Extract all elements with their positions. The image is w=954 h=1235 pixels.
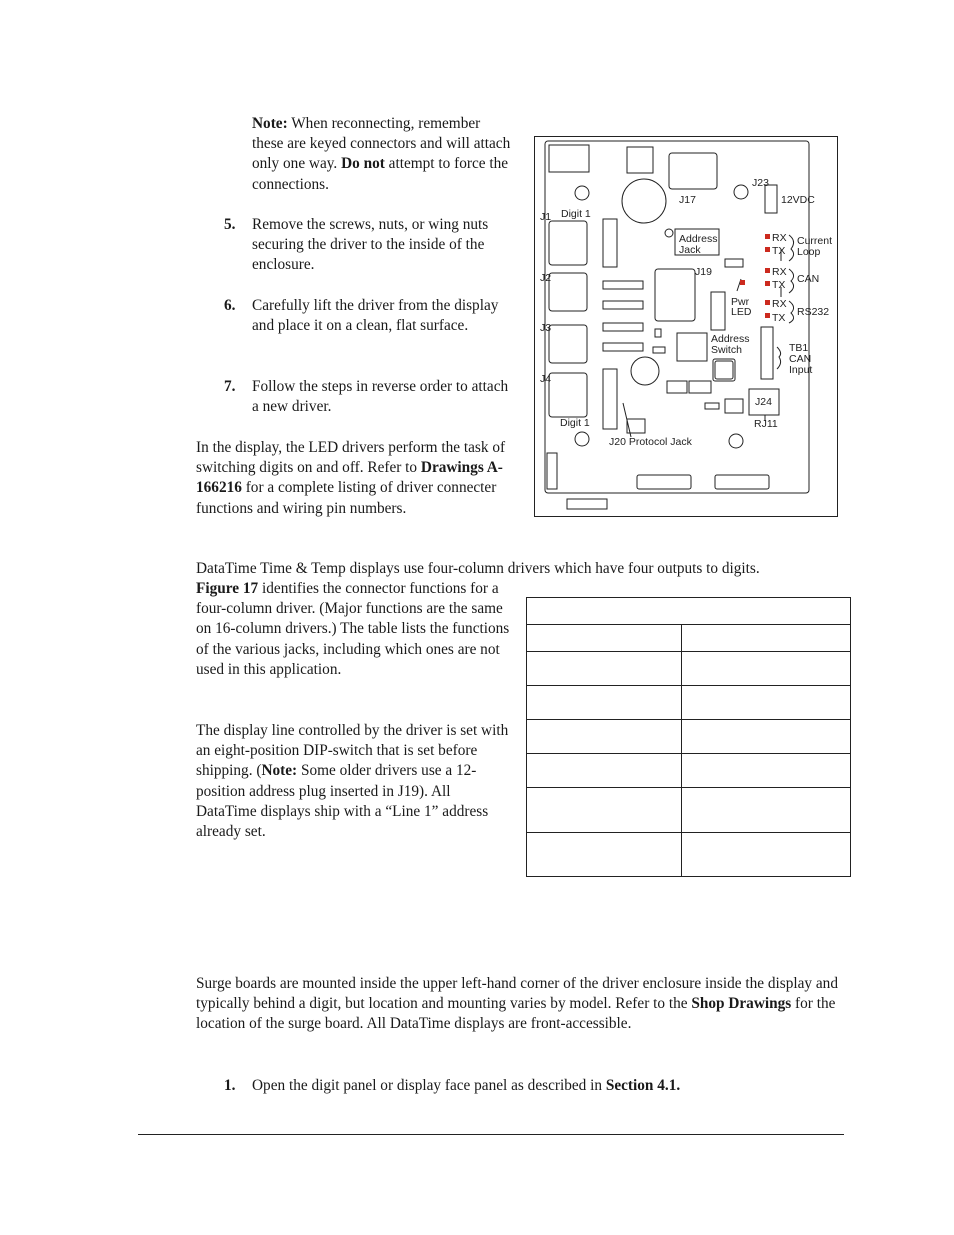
section-reference: Section 4.1. xyxy=(605,1077,681,1094)
drawings-reference: Drawings A-166216 xyxy=(196,459,503,497)
table-cell xyxy=(527,833,682,877)
table-cell xyxy=(682,720,851,754)
drivers-text-1: In the display, the LED drivers perform the task of switching digits on and off. Refer to xyxy=(196,439,506,477)
jack-functions-table xyxy=(526,597,851,877)
surge-text-1: Surge boards are mounted inside the upper left-hand corner of the driver enclosure inside the display and typically behind a digit, but location and mounting varies by model. Refer to the xyxy=(196,975,838,1013)
label-j23: J23 xyxy=(752,177,769,189)
table-cell xyxy=(682,833,851,877)
label-j3: J3 xyxy=(540,322,552,334)
table-row xyxy=(527,686,851,720)
driver-board-diagram xyxy=(535,137,839,518)
table-cell xyxy=(527,754,682,788)
step-1-text xyxy=(252,1076,812,1096)
table-row xyxy=(527,652,851,686)
surge-text-2: for the location of the surge board. All DataTime displays are front-accessible. xyxy=(196,995,836,1033)
dip-note-lead: Note: xyxy=(261,762,298,780)
label-j1: J1 xyxy=(540,211,552,223)
table-row xyxy=(527,788,851,833)
step-1-body: Open the digit panel or display face panel as described in xyxy=(252,1077,606,1094)
table-cell xyxy=(682,788,851,833)
table-row xyxy=(527,720,851,754)
table-row xyxy=(527,754,851,788)
label-j19: J19 xyxy=(695,266,712,278)
table-cell xyxy=(682,754,851,788)
note-emphasis: Do not xyxy=(341,155,385,173)
columns-line-1: DataTime Time & Temp displays use four-column drivers which have four outputs to digits. xyxy=(196,560,760,577)
label-j17: J17 xyxy=(679,194,696,206)
table-cell xyxy=(527,625,682,652)
label-current-loop-2: Loop xyxy=(797,246,821,258)
label-j2: J2 xyxy=(540,272,552,284)
dip-text-1: The display line controlled by the driver is set with an eight-position DIP-switch that is set before shipping. ( xyxy=(196,722,509,780)
footer-rule xyxy=(138,1134,844,1135)
label-current-loop-1: Current xyxy=(797,235,833,247)
label-digit1-bottom: Digit 1 xyxy=(560,417,590,429)
label-tx-rs232: TX xyxy=(772,312,786,324)
table-row xyxy=(527,833,851,877)
label-j24: J24 xyxy=(755,396,772,408)
table-header-row xyxy=(527,598,851,625)
note-lead: Note: xyxy=(252,115,288,132)
label-rs232: RS232 xyxy=(797,306,830,318)
table-cell xyxy=(527,652,682,686)
table-header-cell xyxy=(527,598,851,625)
table-cell xyxy=(527,686,682,720)
label-j20: J20 Protocol Jack xyxy=(609,436,692,448)
label-tb1-2: CAN xyxy=(789,353,812,365)
step-6-text: Carefully lift the driver from the display and place it on a clean, flat surface. xyxy=(252,297,499,335)
drivers-paragraph xyxy=(196,438,514,519)
label-rj11: RJ11 xyxy=(754,418,778,430)
label-can: CAN xyxy=(797,273,820,285)
label-tx-current: TX xyxy=(772,245,786,257)
surge-paragraph xyxy=(196,974,844,1035)
label-rx-rs232: RX xyxy=(772,298,787,310)
label-pwr-2: LED xyxy=(731,306,752,318)
step-5-text: Remove the screws, nuts, or wing nuts securing the driver to the inside of the enclosure. xyxy=(252,216,489,274)
label-rx-current: RX xyxy=(772,232,787,244)
dip-text-2: Some older drivers use a 12-position address plug inserted in J19). All DataTime displays ship with a “Line 1” address already set. xyxy=(196,762,489,841)
label-digit1-top: Digit 1 xyxy=(561,208,591,220)
label-j4: J4 xyxy=(540,373,552,385)
label-tb1-1: TB1 xyxy=(789,342,809,354)
dip-paragraph xyxy=(196,721,514,842)
note-text-1: When reconnecting, remember these are keyed connectors and will attach only one way. xyxy=(252,115,511,173)
driver-board-figure xyxy=(534,136,838,517)
label-tb1-3: Input xyxy=(789,364,813,376)
table-cell xyxy=(682,625,851,652)
step-7-number: 7. xyxy=(224,378,236,395)
label-tx-can: TX xyxy=(772,279,786,291)
label-rx-can: RX xyxy=(772,266,787,278)
table-cell xyxy=(527,720,682,754)
table-cell xyxy=(527,788,682,833)
table-row xyxy=(527,625,851,652)
label-12vdc: 12VDC xyxy=(781,194,815,206)
step-1-number: 1. xyxy=(224,1077,236,1094)
label-address-jack-1: Address xyxy=(679,233,718,245)
shop-drawings-reference: Shop Drawings xyxy=(691,995,792,1013)
label-address-jack-2: Jack xyxy=(679,244,701,256)
columns-text: identifies the connector functions for a four-column driver. (Major functions are the same on 16-column drivers.) The table lists the functions of the various jacks, including which ones are not used in this application. xyxy=(196,580,510,678)
note-text-2: attempt to force the connections. xyxy=(252,155,509,193)
table-cell xyxy=(682,686,851,720)
step-5-number: 5. xyxy=(224,216,236,233)
label-pwr-1: Pwr xyxy=(731,296,750,308)
table-cell xyxy=(682,652,851,686)
label-address-switch-1: Address xyxy=(711,333,750,345)
step-7-text: Follow the steps in reverse order to attach a new driver. xyxy=(252,378,509,416)
columns-paragraph xyxy=(196,579,514,680)
figure-17-reference: Figure 17 xyxy=(196,580,259,597)
label-address-switch-2: Switch xyxy=(711,344,742,356)
note-paragraph xyxy=(252,114,514,195)
step-6-number: 6. xyxy=(224,297,236,314)
drivers-text-2: for a complete listing of driver connecter functions and wiring pin numbers. xyxy=(196,479,497,517)
